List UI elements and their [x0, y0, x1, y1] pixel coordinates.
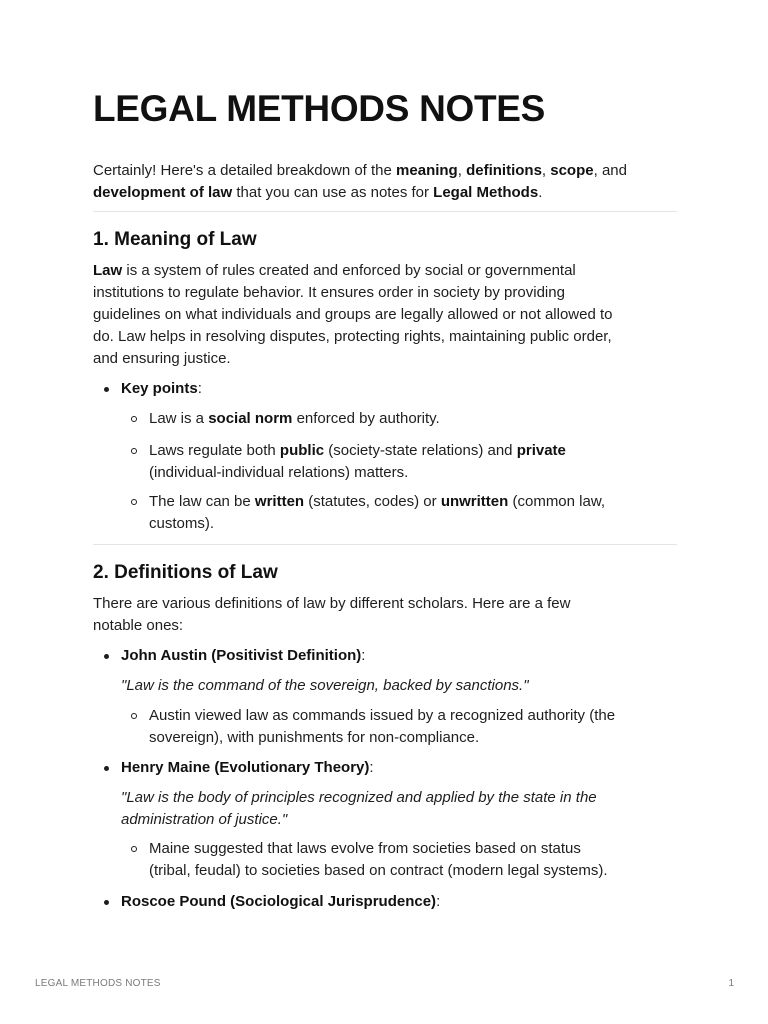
divider: [93, 544, 677, 545]
list-item: Law is a social norm enforced by authority.: [149, 410, 440, 427]
bullet-icon: [104, 387, 109, 392]
meaning-paragraph: Law is a system of rules created and enforced by social or governmental institutions to regulate behavior. It ensures order in society by providing guidelines on what individuals and groups are legally allowed or not allowed to do. Law helps in resolving disputes, protecting rights, maintaining public order, and ensuring justice.: [93, 262, 613, 367]
list-item-pound: Roscoe Pound (Sociological Jurisprudence):: [121, 893, 441, 910]
sub-bullet-icon: [131, 416, 137, 422]
quote-austin: "Law is the command of the sovereign, backed by sanctions.": [121, 677, 529, 694]
page-title: LEGAL METHODS NOTES: [93, 88, 546, 129]
list-item: The law can be written (statutes, codes) or unwritten (common law, customs).: [149, 493, 606, 532]
divider: [93, 211, 677, 212]
quote-maine: "Law is the body of principles recognized and applied by the state in the administration of justice.": [121, 789, 597, 828]
section-heading-meaning: 1. Meaning of Law: [93, 229, 257, 250]
page-number: 1: [728, 978, 734, 989]
list-item-austin: John Austin (Positivist Definition):: [121, 647, 366, 664]
sub-bullet-icon: [131, 448, 137, 454]
section-heading-definitions: 2. Definitions of Law: [93, 562, 278, 583]
list-item: Laws regulate both public (society-state relations) and private (individual-individual relations) matters.: [149, 442, 566, 481]
bullet-icon: [104, 900, 109, 905]
bullet-icon: [104, 766, 109, 771]
sub-bullet-icon: [131, 846, 137, 852]
sub-bullet-icon: [131, 499, 137, 505]
intro-paragraph: Certainly! Here's a detailed breakdown of the meaning, definitions, scope, and development of law that you can use as notes for Legal Methods.: [93, 162, 627, 201]
footer-title: LEGAL METHODS NOTES: [35, 978, 161, 989]
list-item-maine: Henry Maine (Evolutionary Theory):: [121, 759, 374, 776]
list-item-key-points: Key points:: [121, 380, 202, 397]
bullet-icon: [104, 654, 109, 659]
sub-bullet-icon: [131, 713, 137, 719]
definitions-intro-paragraph: There are various definitions of law by different scholars. Here are a few notable ones:: [93, 595, 571, 634]
list-item: Maine suggested that laws evolve from societies based on status (tribal, feudal) to societies based on contract (modern legal systems).: [149, 840, 608, 879]
list-item: Austin viewed law as commands issued by a recognized authority (the sovereign), with punishments for non-compliance.: [149, 707, 616, 746]
